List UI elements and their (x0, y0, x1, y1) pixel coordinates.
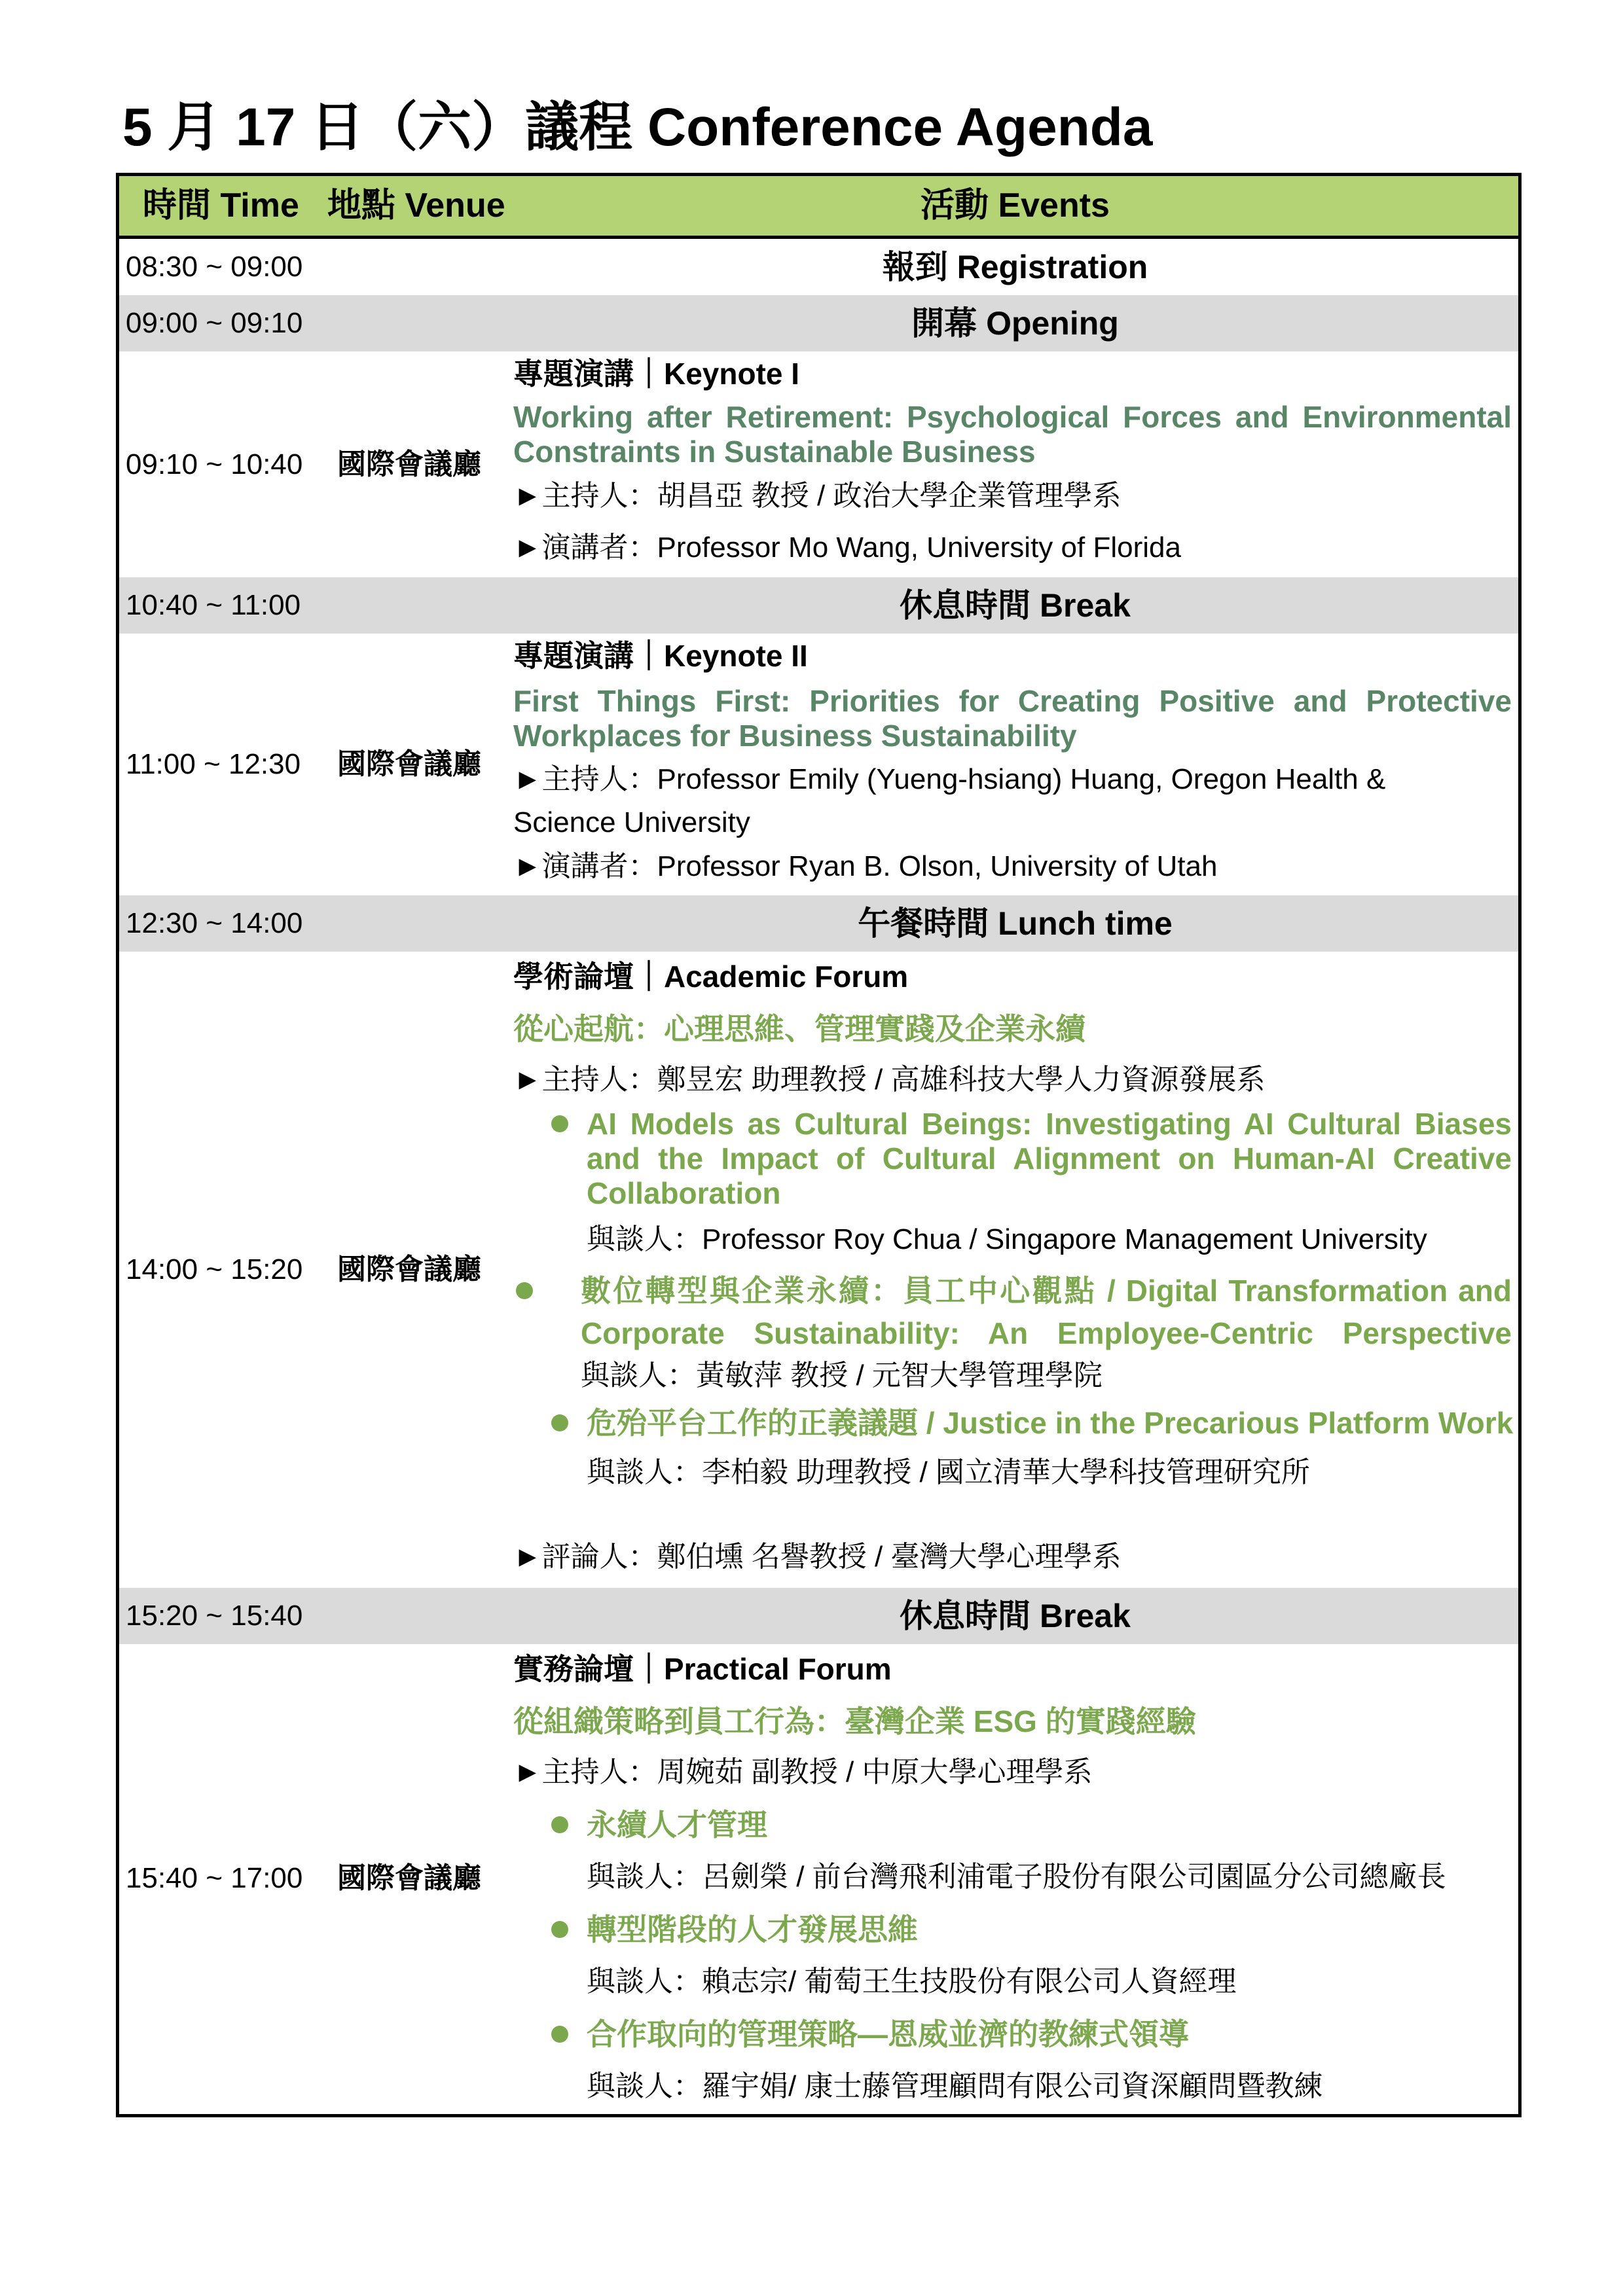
time-cell: 15:40 ~ 17:00 (126, 1862, 303, 1894)
talk-panelist: 與談人：黃敏萍 教授 / 元智大學管理學院 (581, 1359, 1103, 1391)
keynote-2-title-line-2: Workplaces for Business Sustainability (513, 719, 1077, 753)
row-opening (119, 295, 1518, 351)
academic-forum-theme: 從心起航：心理思維、管理實踐及企業永續 (513, 1012, 1085, 1046)
keynote-1-speaker: ►演講者：Professor Mo Wang, University of Florida (513, 531, 1181, 564)
practical-forum-theme: 從組織策略到員工行為：臺灣企業 ESG 的實踐經驗 (513, 1704, 1196, 1738)
event-cell: 休息時間 Break (900, 587, 1131, 624)
table-header (119, 176, 1518, 239)
academic-forum-discussant: ►評論人：鄭伯壎 名譽教授 / 臺灣大學心理學系 (513, 1541, 1122, 1573)
row-registration (119, 239, 1518, 295)
bullet-icon (551, 1921, 568, 1938)
venue-cell: 國際會議廳 (337, 1862, 481, 1894)
row-lunch (119, 895, 1518, 952)
practical-forum-heading: 實務論壇｜Practical Forum (513, 1652, 892, 1686)
bullet-icon (516, 1282, 533, 1299)
talk-panelist: 與談人：羅宇娟/ 康士藤管理顧問有限公司資深顧問暨教練 (587, 2070, 1323, 2102)
talk-title-line-1: 數位轉型與企業永續：員工中心觀點 / Digital Transformation and (581, 1274, 1512, 1308)
academic-forum-heading: 學術論壇｜Academic Forum (513, 960, 909, 994)
event-cell: 報到 Registration (882, 249, 1148, 285)
practical-forum-host: ►主持人：周婉茹 副教授 / 中原大學心理學系 (513, 1756, 1093, 1788)
venue-cell: 國際會議廳 (337, 448, 481, 480)
header-time: 時間 Time (143, 187, 299, 224)
time-cell: 09:10 ~ 10:40 (126, 448, 303, 480)
row-keynote-1 (119, 351, 1518, 577)
time-cell: 10:40 ~ 11:00 (126, 589, 301, 621)
keynote-2-title-line-1: First Things First: Priorities for Creating Positive and Protective (513, 684, 1512, 718)
bullet-icon (551, 1115, 568, 1132)
talk-panelist: 與談人：Professor Roy Chua / Singapore Management University (587, 1223, 1427, 1255)
bullet-icon (551, 1816, 568, 1833)
talk-panelist: 與談人：李柏毅 助理教授 / 國立清華大學科技管理研究所 (587, 1456, 1310, 1488)
page-title: 5 月 17 日（六）議程 Conference Agenda (122, 98, 1153, 157)
talk-title-line-2: Corporate Sustainability: An Employee-Centric Perspective (581, 1316, 1512, 1350)
talk-title: 轉型階段的人才發展思維 (587, 1912, 918, 1946)
keynote-2-host-line-1: ►主持人：Professor Emily (Yueng-hsiang) Huang, Oregon Health & (513, 763, 1386, 795)
keynote-1-title-line-2: Constraints in Sustainable Business (513, 435, 1036, 469)
time-cell: 12:30 ~ 14:00 (126, 907, 303, 939)
time-cell: 09:00 ~ 09:10 (126, 307, 303, 339)
header-events: 活動 Events (921, 187, 1110, 224)
talk-title-line-3: Collaboration (587, 1176, 781, 1210)
row-academic-forum (119, 952, 1518, 1588)
event-cell: 午餐時間 Lunch time (858, 905, 1173, 942)
row-keynote-2 (119, 634, 1518, 895)
time-cell: 11:00 ~ 12:30 (126, 748, 301, 780)
event-cell: 休息時間 Break (900, 1598, 1131, 1634)
header-venue: 地點 Venue (327, 187, 505, 224)
keynote-1-heading: 專題演講｜Keynote I (513, 357, 800, 391)
keynote-1-title-line-1: Working after Retirement: Psychological Forces and Environmental (513, 400, 1512, 434)
time-cell: 15:20 ~ 15:40 (126, 1600, 303, 1632)
venue-cell: 國際會議廳 (337, 1253, 481, 1285)
event-cell: 開幕 Opening (911, 305, 1119, 342)
keynote-2-host-line-2: Science University (513, 806, 750, 838)
time-cell: 08:30 ~ 09:00 (126, 251, 303, 283)
agenda-table (116, 173, 1522, 2117)
row-practical-forum (119, 1644, 1518, 2114)
talk-title: 永續人才管理 (587, 1808, 767, 1842)
talk-title-line-1: AI Models as Cultural Beings: Investigating AI Cultural Biases (587, 1107, 1512, 1141)
keynote-1-host: ►主持人：胡昌亞 教授 / 政治大學企業管理學系 (513, 480, 1122, 512)
talk-panelist: 與談人：賴志宗/ 葡萄王生技股份有限公司人資經理 (587, 1965, 1237, 1998)
row-break-2 (119, 1588, 1518, 1644)
bullet-icon (551, 2026, 568, 2043)
bullet-icon (551, 1414, 568, 1431)
keynote-2-speaker: ►演講者：Professor Ryan B. Olson, University of Utah (513, 850, 1218, 882)
talk-panelist: 與談人：呂劍榮 / 前台灣飛利浦電子股份有限公司園區分公司總廠長 (587, 1861, 1446, 1893)
keynote-2-heading: 專題演講｜Keynote II (513, 639, 808, 673)
talk-title-line-2: and the Impact of Cultural Alignment on Human-AI Creative (587, 1141, 1512, 1175)
time-cell: 14:00 ~ 15:20 (126, 1253, 303, 1285)
row-break-1 (119, 577, 1518, 634)
venue-cell: 國際會議廳 (337, 748, 481, 780)
talk-title-line-1: 危殆平台工作的正義議題 / Justice in the Precarious Platform Work (587, 1406, 1514, 1440)
talk-title: 合作取向的管理策略—恩威並濟的教練式領導 (587, 2017, 1189, 2051)
academic-forum-host: ►主持人：鄭昱宏 助理教授 / 高雄科技大學人力資源發展系 (513, 1064, 1266, 1096)
